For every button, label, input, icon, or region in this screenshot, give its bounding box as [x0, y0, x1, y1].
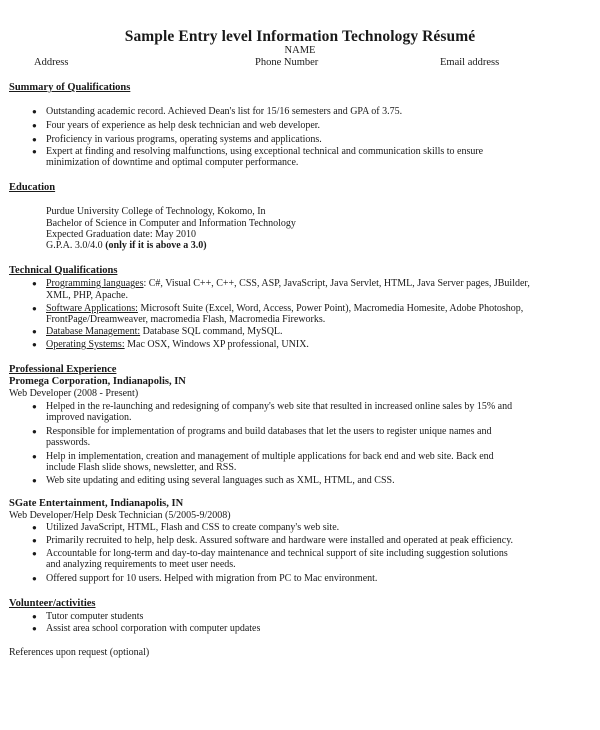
technical-label: Database Management:: [46, 326, 141, 337]
summary-item: Outstanding academic record. Achieved Dean's list for 15/16 semesters and GPA of 3.75.: [46, 106, 403, 117]
education-heading: Education: [9, 182, 56, 193]
technical-item-continued: XML, PHP, Apache.: [46, 290, 128, 301]
job-duty-continued: improved navigation.: [46, 412, 132, 423]
name-placeholder: NAME: [284, 45, 316, 56]
technical-text: Database SQL command, MySQL.: [140, 326, 283, 337]
technical-item: [46, 339, 309, 351]
phone-placeholder: Phone Number: [255, 57, 319, 68]
bullet-icon: ●: [32, 121, 37, 130]
job-duty: Utilized JavaScript, HTML, Flash and CSS to create company's web site.: [46, 522, 340, 533]
bullet-icon: ●: [32, 427, 37, 436]
bullet-icon: ●: [32, 279, 37, 288]
education-graduation: Expected Graduation date: May 2010: [46, 229, 196, 240]
resume-title: Sample Entry level Information Technology Résumé: [124, 28, 476, 45]
bullet-icon: ●: [32, 340, 37, 349]
job-duty-continued: and analyzing requirements to meet user needs.: [46, 559, 236, 570]
technical-item-continued: FrontPage/Dreamweaver, macromedia Flash, Macromedia Fireworks.: [46, 314, 326, 325]
technical-label: Programming languages: [46, 278, 144, 289]
education-degree: Bachelor of Science in Computer and Information Technology: [46, 218, 296, 229]
references-note: References upon request (optional): [9, 647, 150, 658]
job-duty: Responsible for implementation of programs and build databases that let the users to register unique names and: [46, 426, 492, 437]
bullet-icon: ●: [32, 549, 37, 558]
bullet-icon: ●: [32, 452, 37, 461]
job-duty: Web site updating and editing using several languages such as XML, HTML, and CSS.: [46, 475, 395, 486]
job-company: SGate Entertainment, Indianapolis, IN: [9, 498, 184, 509]
technical-heading: Technical Qualifications: [9, 265, 118, 276]
job-duty: Primarily recruited to help, help desk. Assured software and hardware were installed and operated at peak efficiency.: [46, 535, 514, 546]
bullet-icon: ●: [32, 107, 37, 116]
technical-label: Operating Systems:: [46, 339, 125, 350]
volunteer-item: Assist area school corporation with computer updates: [46, 623, 261, 634]
technical-text: Microsoft Suite (Excel, Word, Access, Power Point), Macromedia Homesite, Adobe Photoshop,: [137, 303, 524, 314]
summary-item: Four years of experience as help desk technician and web developer.: [46, 120, 321, 131]
bullet-icon: ●: [32, 402, 37, 411]
bullet-icon: ●: [32, 574, 37, 583]
email-placeholder: Email address: [440, 57, 500, 68]
job-duty: Offered support for 10 users. Helped with migration from PC to Mac environment.: [46, 573, 378, 584]
job-company: Promega Corporation, Indianapolis, IN: [9, 376, 186, 387]
job-duty: Help in implementation, creation and management of multiple applications for back end and web site. Back end: [46, 451, 494, 462]
volunteer-heading: Volunteer/activities: [9, 598, 96, 609]
job-duty-continued: passwords.: [46, 437, 91, 448]
technical-item: [46, 278, 530, 290]
education-school: Purdue University College of Technology, Kokomo, In: [46, 206, 266, 217]
technical-label: Software Applications:: [46, 303, 138, 314]
bullet-icon: ●: [32, 523, 37, 532]
summary-item: Expert at finding and resolving malfunctions, using exceptional technical and communication skills to ensure: [46, 146, 484, 157]
volunteer-item: Tutor computer students: [46, 611, 144, 622]
education-gpa: G.P.A. 3.0/4.0: [46, 240, 103, 251]
job-duty: Accountable for long-term and day-to-day maintenance and technical support of site including suggestion solutions: [46, 548, 508, 559]
technical-text: : C#, Visual C++, C++, CSS, ASP, JavaScript, Java Servlet, HTML, Java Server pages, JBuilder,: [143, 278, 530, 289]
summary-item-continued: minimization of downtime and optimal computer performance.: [46, 157, 299, 168]
bullet-icon: ●: [32, 624, 37, 633]
technical-item: [46, 326, 283, 338]
summary-heading: Summary of Qualifications: [9, 82, 131, 93]
bullet-icon: ●: [32, 327, 37, 336]
bullet-icon: ●: [32, 536, 37, 545]
address-placeholder: Address: [34, 57, 69, 68]
bullet-icon: ●: [32, 135, 37, 144]
bullet-icon: ●: [32, 612, 37, 621]
bullet-icon: ●: [32, 147, 37, 156]
job-duty-continued: include Flash slide shows, newsletter, and RSS.: [46, 462, 237, 473]
job-role: Web Developer/Help Desk Technician (5/2005-9/2008): [9, 510, 231, 521]
job-duty: Helped in the re-launching and redesigning of company's web site that resulted in increased online sales by 15% and: [46, 401, 513, 412]
job-role: Web Developer (2008 - Present): [9, 388, 139, 399]
education-gpa-note: (only if it is above a 3.0): [105, 240, 207, 251]
experience-heading: Professional Experience: [9, 364, 117, 375]
technical-text: Mac OSX, Windows XP professional, UNIX.: [124, 339, 309, 350]
bullet-icon: ●: [32, 476, 37, 485]
technical-item: [46, 303, 523, 315]
summary-item: Proficiency in various programs, operating systems and applications.: [46, 134, 322, 145]
education-gpa-line: [46, 240, 207, 252]
bullet-icon: ●: [32, 304, 37, 313]
